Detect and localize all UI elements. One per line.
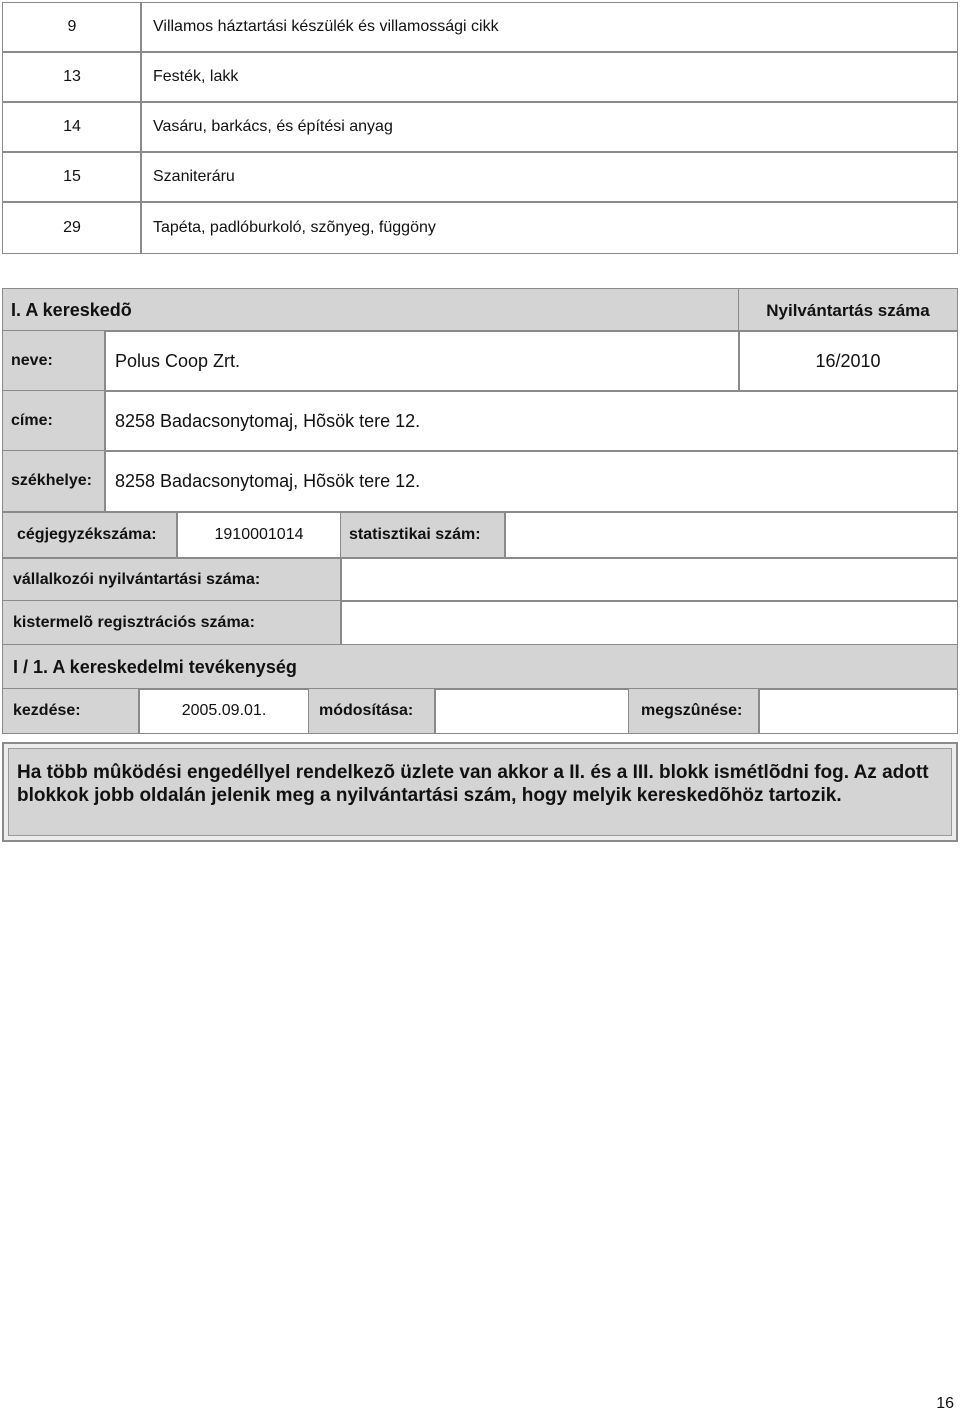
registration-number-value: 16/2010: [738, 330, 958, 392]
activity-start-value: 2005.09.01.: [138, 688, 310, 734]
statistical-number-value: [504, 512, 958, 558]
repeat-block-note-text: Ha több mûködési engedéllyel rendelkezõ üzlete van akkor a II. és a III. blokk ismétlõdni fog. Az adott blokkok jobb oldalán jelenik meg a nyilvántartási szám, hogy melyik kereskedõhöz tartozik.: [8, 748, 952, 836]
activity-end-label: megszûnése:: [628, 688, 760, 734]
category-code: 14: [2, 102, 142, 152]
registration-number-header: Nyilvántartás száma: [738, 288, 958, 332]
category-name: Villamos háztartási készülék és villamossági cikk: [140, 2, 958, 52]
activity-modified-label: módosítása:: [308, 688, 436, 734]
trader-name-value: Polus Coop Zrt.: [104, 330, 740, 392]
activity-start-label: kezdése:: [2, 688, 140, 734]
activity-end-value: [758, 688, 958, 734]
statistical-number-label: statisztikai szám:: [340, 512, 506, 558]
company-reg-label: cégjegyzékszáma:: [2, 512, 178, 558]
entrepreneur-number-label: vállalkozói nyilvántartási száma:: [2, 558, 342, 602]
category-name: Tapéta, padlóburkoló, szõnyeg, függöny: [140, 202, 958, 254]
category-name: Festék, lakk: [140, 52, 958, 102]
trader-name-label: neve:: [2, 330, 106, 392]
trader-section-title: I. A kereskedõ: [2, 288, 740, 332]
activity-section-title: I / 1. A kereskedelmi tevékenység: [2, 644, 958, 690]
category-name: Szaniteráru: [140, 152, 958, 202]
repeat-block-note: [2, 742, 958, 842]
activity-modified-value: [434, 688, 630, 734]
company-reg-value: 1910001014: [176, 512, 342, 558]
category-code: 9: [2, 2, 142, 52]
category-name: Vasáru, barkács, és építési anyag: [140, 102, 958, 152]
trader-address-label: címe:: [2, 390, 106, 452]
category-code: 15: [2, 152, 142, 202]
smallholder-number-value: [340, 600, 958, 646]
category-code: 13: [2, 52, 142, 102]
trader-seat-label: székhelye:: [2, 450, 106, 512]
trader-address-value: 8258 Badacsonytomaj, Hõsök tere 12.: [104, 390, 958, 452]
trader-seat-value: 8258 Badacsonytomaj, Hõsök tere 12.: [104, 450, 958, 512]
smallholder-number-label: kistermelõ regisztrációs száma:: [2, 600, 342, 646]
category-code: 29: [2, 202, 142, 254]
page-number: 16: [936, 1395, 954, 1412]
entrepreneur-number-value: [340, 558, 958, 602]
